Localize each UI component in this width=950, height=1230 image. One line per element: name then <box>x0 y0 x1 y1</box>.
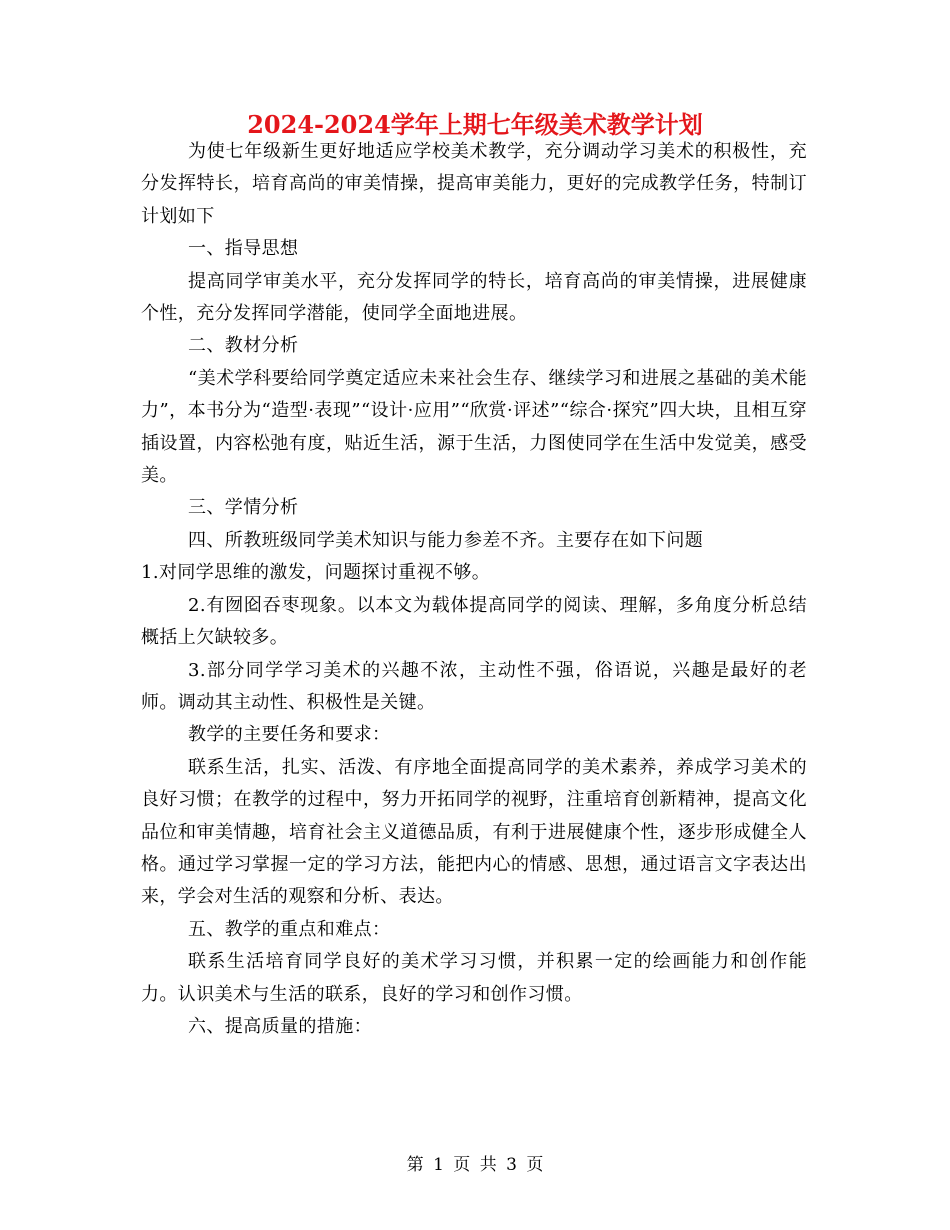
section-heading-quality-measures: 六、提高质量的措施： <box>188 1015 372 1037</box>
section-heading-main-tasks: 教学的主要任务和要求： <box>188 724 391 746</box>
page-footer: 第 1 页 共 3 页 <box>406 1155 544 1175</box>
main-tasks-paragraph: 联系生活，扎实、活泼、有序地全面提高同学的美术素养，养成学习美术的良好习惯；在教学的过程中，努力开拓同学的视野，注重培育创新精神，提高文化品位和审美情趣，培育社会主义道德品质，有利于进展健康个性，逐步形成健全人格。通过学习掌握一定的学习方法，能把内心的情感、思想，通过语言文字表达出来，学会对生活的观察和分析、表达。 <box>141 756 807 908</box>
document-title: 2024-2024学年上期七年级美术教学计划 <box>247 110 703 139</box>
section-heading-student-analysis: 三、学情分析 <box>188 497 299 519</box>
document-body <box>141 136 807 1043</box>
textbook-analysis-paragraph: “美术学科要给同学奠定适应未来社会生存、继续学习和进展之基础的美术能力”，本书分为“造型·表现”“设计·应用”“欣赏·评述”“综合·探究”四大块，且相互穿插设置，内容松弛有度，贴近生活，源于生活，力图使同学在生活中发觉美，感受美。 <box>141 367 807 487</box>
key-points-paragraph: 联系生活培育同学良好的美术学习习惯，并积累一定的绘画能力和创作能力。认识美术与生活的联系，良好的学习和创作习惯。 <box>141 951 807 1005</box>
problem-item-1: 1.对同学思维的激发，问题探讨重视不够。 <box>141 562 491 584</box>
student-analysis-paragraph: 四、所教班级同学美术知识与能力参差不齐。主要存在如下问题 <box>188 529 704 551</box>
guiding-ideology-paragraph: 提高同学审美水平，充分发挥同学的特长，培育高尚的审美情操，进展健康个性，充分发挥同学潜能，使同学全面地进展。 <box>141 270 807 325</box>
intro-paragraph: 为使七年级新生更好地适应学校美术教学，充分调动学习美术的积极性，充分发挥特长，培育高尚的审美情操，提高审美能力，更好的完成教学任务，特制订计划如下 <box>141 141 807 227</box>
section-heading-guiding-ideology: 一、指导思想 <box>188 238 299 260</box>
section-heading-textbook-analysis: 二、教材分析 <box>188 335 299 357</box>
problem-item-2: 2.有囫囵吞枣现象。以本文为载体提高同学的阅读、理解，多角度分析总结概括上欠缺较多。 <box>141 594 807 649</box>
problem-item-3: 3.部分同学学习美术的兴趣不浓，主动性不强，俗语说，兴趣是最好的老师。调动其主动性、积极性是关键。 <box>141 659 807 713</box>
section-heading-key-points: 五、教学的重点和难点： <box>188 918 391 940</box>
